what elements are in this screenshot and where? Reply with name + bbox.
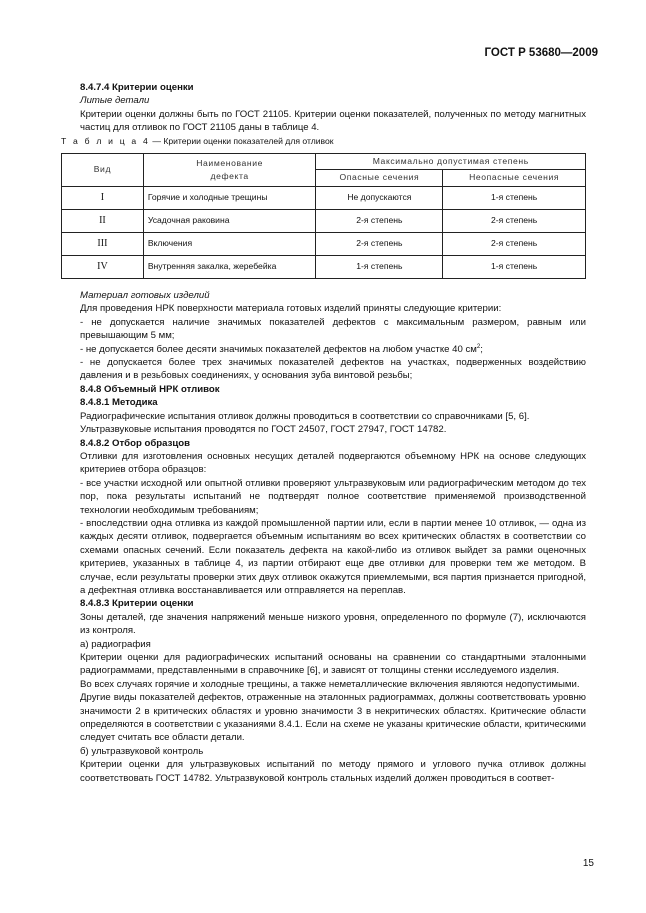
paragraph-8481-b: Ультразвуковые испытания проводятся по ГОСТ 24507, ГОСТ 27947, ГОСТ 14782. — [80, 424, 447, 436]
row-dangerous: 1-я степень — [316, 256, 443, 279]
row-safe: 2-я степень — [443, 210, 586, 233]
paragraph-8483-d: Во всех случаях горячие и холодные трещины, а также неметаллические включения являются недопустимыми. — [80, 678, 580, 690]
paragraph-8482-b: - все участки исходной или опытной отливки проверяют ультразвуковым или радиографическим методом до тех пор, пока результаты испытаний не подтвердят полное соответствие применяемой производственной технологии необходимым требованиям; — [80, 477, 586, 516]
col-safe-header: Неопасные сечения — [443, 170, 586, 187]
page-number: 15 — [582, 858, 594, 869]
finished-item-2-end: ; — [480, 343, 483, 355]
heading-848: 8.4.8 Объемный НРК отливок — [80, 383, 220, 395]
paragraph-8483-a: Зоны деталей, где значения напряжений меньше низкого уровня, определенного по формуле (7), исключаются из контроля. — [80, 611, 586, 637]
heading-8481: 8.4.8.1 Методика — [80, 397, 158, 409]
paragraph-8483-b: а) радиография — [80, 638, 151, 650]
row-defect-name: Включения — [143, 233, 316, 256]
row-type: III — [62, 233, 144, 256]
table-row — [62, 187, 586, 210]
table-row — [62, 256, 586, 279]
standard-header: ГОСТ Р 53680—2009 — [484, 47, 598, 59]
row-safe: 1-я степень — [443, 187, 586, 210]
col-name-header-line2: дефекта — [210, 171, 249, 182]
table-row — [62, 210, 586, 233]
finished-item-2 — [80, 343, 586, 356]
row-type: II — [62, 210, 144, 233]
col-dangerous-header: Опасные сечения — [316, 170, 443, 187]
row-defect-name: Внутренняя закалка, жеребейка — [143, 256, 316, 279]
paragraph-8483-c: Критерии оценки для радиографических испытаний основаны на сравнении со стандартными эталонными радиограммами, представленными в справочнике [6], и зависят от толщины стенки исследуемого изделия. — [80, 652, 586, 677]
row-type: IV — [62, 256, 144, 279]
row-defect-name: Усадочная раковина — [143, 210, 316, 233]
heading-8483: 8.4.8.3 Критерии оценки — [80, 598, 194, 610]
paragraph-8481-a: Радиографические испытания отливок должны проводиться в соответствии со справочниками [5, 6]. — [80, 410, 530, 422]
page-content — [61, 81, 586, 785]
col-name-header — [143, 154, 316, 187]
table-row — [62, 233, 586, 256]
row-dangerous: 2-я степень — [316, 210, 443, 233]
paragraph-8482-c: - впоследствии одна отливка из каждой промышленной партии или, если в партии менее 10 отливок, — одна из каждых десяти отливок, подвергается объемным испытаниям во всех критических областях в соответствии со схемами опасных сечений. Если показатель дефекта на какой-либо из отливок выйдет за рамки оценочных критериев, указанных в таблице 4, из партии отбирают еще две отливки для проверки тем же методом. В случае, если результаты проверки этих двух отливок окажутся приемлемыми, вся партия признается пригодной, а дефектная отливка восстанавливается или отправляется на переплав. — [80, 517, 586, 596]
paragraph-8483-f: б) ультразвуковой контроль — [80, 745, 204, 757]
subheading-finished-material: Материал готовых изделий — [80, 290, 210, 302]
row-safe: 1-я степень — [443, 256, 586, 279]
row-safe: 2-я степень — [443, 233, 586, 256]
heading-8482: 8.4.8.2 Отбор образцов — [80, 437, 191, 449]
paragraph-8483-e: Другие виды показателей дефектов, отраженные на эталонных радиограммах, должны соответствовать уровню значимости 2 в критических областях и уровню значимости 3 в некритических областях. Критические области определяются в соответствии с указаниями 8.4.1. Если на схеме не указаны критические области, критическими следует считать все области детали. — [80, 692, 586, 744]
paragraph-8483-g: Критерии оценки для ультразвуковых испытаний по методу прямого и углового пучка отливок должны соответствовать ГОСТ 14782. Ультразвуковой контроль стальных изделий должен проводиться в соответ- — [80, 759, 586, 784]
col-type-header: Вид — [62, 154, 144, 187]
row-dangerous: 2-я степень — [316, 233, 443, 256]
table-caption-text: — Критерии оценки показателей для отливок — [149, 135, 334, 146]
table-caption — [61, 135, 586, 148]
finished-intro: Для проведения НРК поверхности материала готовых изделий приняты следующие критерии: — [80, 303, 502, 315]
finished-item-3: - не допускается более трех значимых показателей дефектов на участках, подверженных воздействию давления и в резьбовых соединениях, у основания зуба винтовой резьбы; — [80, 357, 586, 382]
finished-item-2-sup: 2 — [476, 343, 481, 350]
finished-item-1: - не допускается наличие значимых показателей дефектов с максимальным размером, равным или превышающим 5 мм; — [80, 316, 586, 342]
heading-8474: 8.4.7.4 Критерии оценки — [80, 82, 194, 93]
paragraph-8474: Критерии оценки должны быть по ГОСТ 21105. Критерии оценки показателей, полученных по методу магнитных частиц для отливок по ГОСТ 21105 даны в таблице 4. — [80, 108, 586, 134]
paragraph-8482-a: Отливки для изготовления основных несущих деталей подвергаются объемному НРК на основе следующих критериев отбора образцов: — [80, 450, 586, 476]
row-type: I — [62, 187, 144, 210]
col-name-header-line1: Наименование — [196, 157, 264, 168]
table-caption-label: Т а б л и ц а 4 — [61, 135, 150, 146]
col-max-header: Максимально допустимая степень — [316, 154, 586, 170]
criteria-table — [61, 153, 586, 279]
subheading-cast-parts: Литые детали — [80, 95, 150, 107]
finished-item-2-text: - не допускается более десяти значимых показателей дефектов на любом участке 40 см — [80, 343, 477, 355]
row-defect-name: Горячие и холодные трещины — [143, 187, 316, 210]
row-dangerous: Не допускаются — [316, 187, 443, 210]
